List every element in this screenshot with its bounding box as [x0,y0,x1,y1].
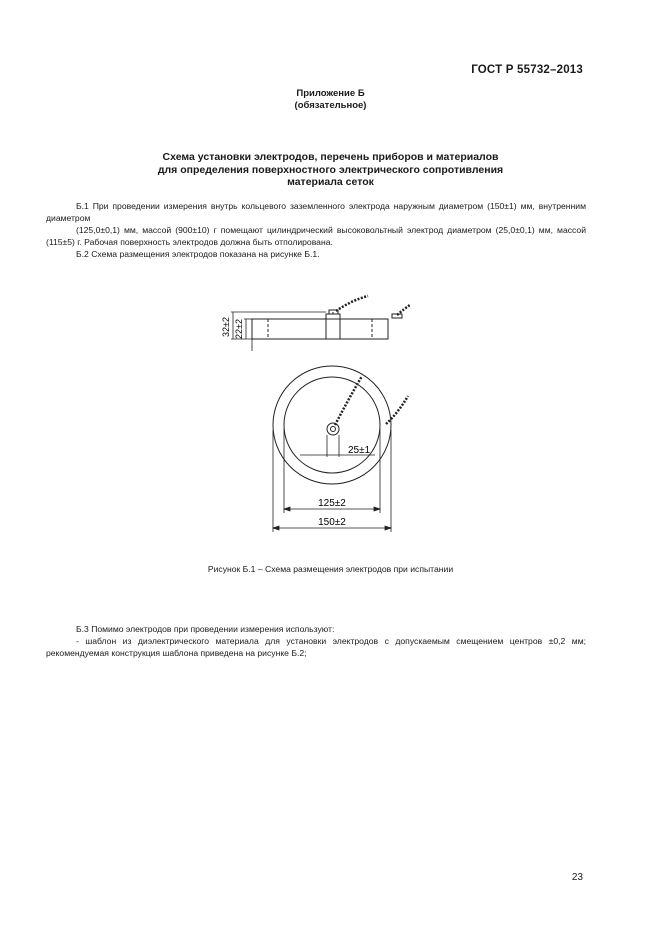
paragraph-b2: Б.2 Схема размещения электродов показана на рисунке Б.1. [76,249,320,259]
section-title-line-2: для определения поверхностного электрического сопротивления [157,163,504,176]
annex-title: Приложение Б [296,88,365,99]
standard-designation: ГОСТ Р 55732–2013 [471,64,583,76]
side-view-ring [252,319,388,339]
paragraph-b1-second: (125,0±0,1) мм, массой (900±10) г помещают цилиндрический высоковольтный электрод диаметром (25,0±0,1) мм, массой (115±5) г. Рабочая поверхность электродов должна быть отполирована. [46,225,586,247]
section-title [60,151,601,189]
paragraph-b3-item1: - шаблон из диэлектрического материала для установки электродов с допускаемым смещением центров ±0,2 мм; рекомендуемая конструкция шаблона приведена на рисунке Б.2; [46,636,586,658]
paragraph-b3-intro: Б.3 Помимо электродов при проведении измерения используют: [76,624,335,634]
dim-inner-electrode: 25±1 [348,445,371,456]
paragraph-b1-first: Б.1 При проведении измерения внутрь кольцевого заземленного электрода наружным диаметром (150±1) мм, внутренним диаметром [46,201,586,223]
top-view-inner-circle [284,377,380,473]
side-view-dimensions [231,312,326,351]
section-title-line-1: Схема установки электродов, перечень приборов и материалов [162,151,499,163]
side-view-cable-center [336,296,368,311]
figure-caption: Рисунок Б.1 – Схема размещения электродов при испытании [207,564,454,574]
top-view-center-clip [331,427,336,432]
electrode-layout-figure [0,285,661,550]
top-view-center-electrode [327,423,339,435]
dim-outer-diameter: 150±2 [318,517,346,528]
top-view-outer-circle [273,366,391,484]
dim-ring-height: 22±2 [234,319,244,339]
annex-status: (обязательное) [294,100,367,111]
section-title-line-3: материала сеток [287,176,374,188]
top-view-cable-center [335,376,362,425]
dim-total-height: 32±2 [221,317,231,337]
page-number: 23 [571,872,583,883]
dim-inner-diameter: 125±2 [318,498,346,509]
side-view-center-electrode [326,312,340,339]
